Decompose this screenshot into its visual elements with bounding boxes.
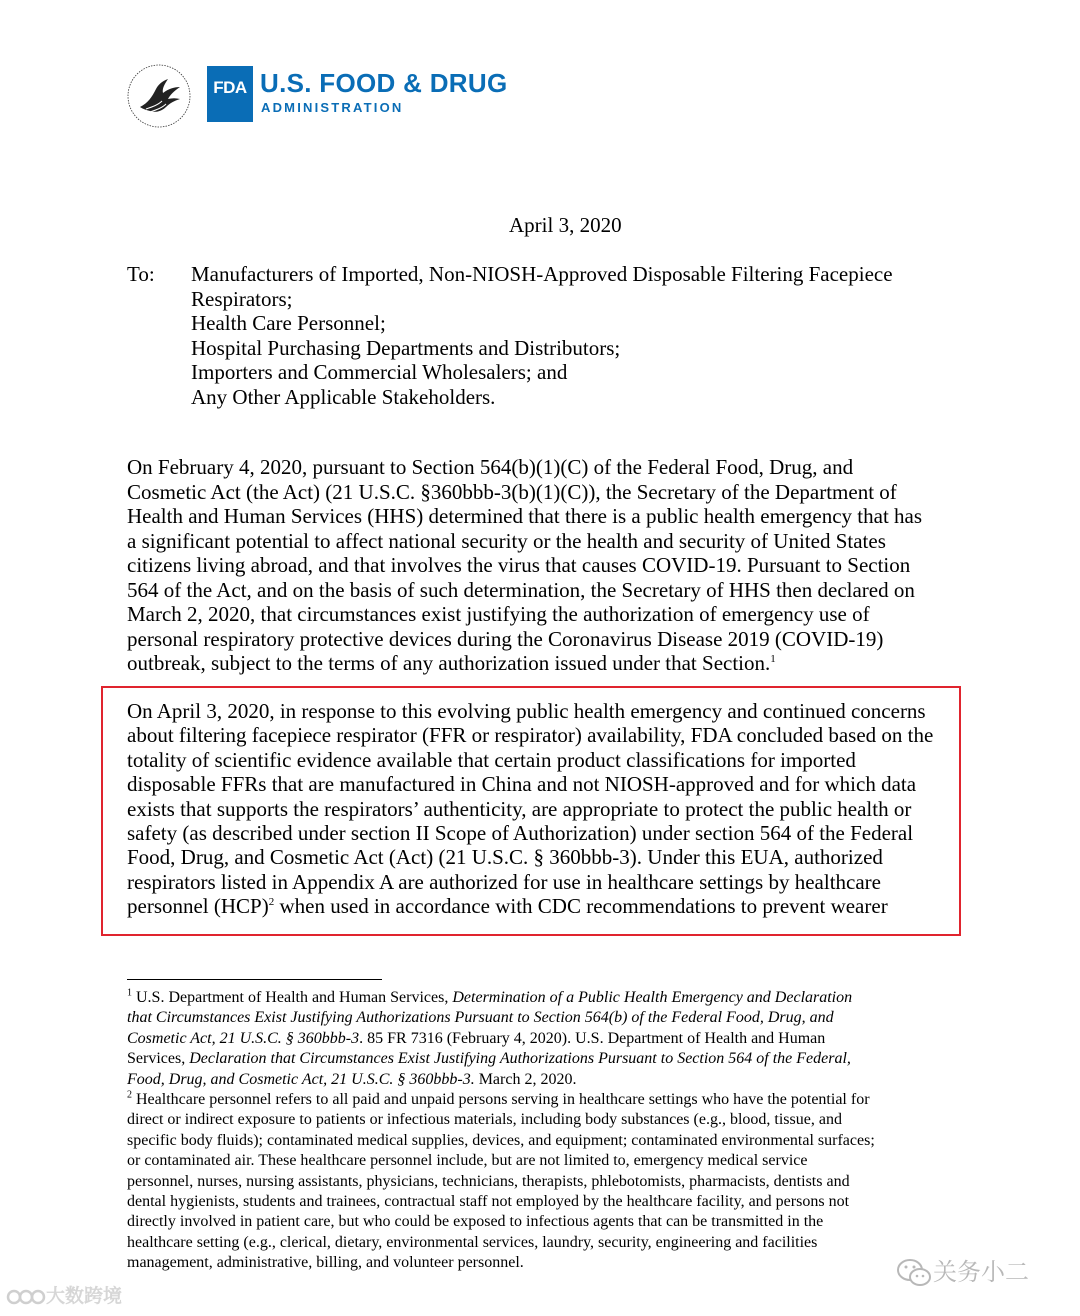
text-line: March 2, 2020, that circumstances exist justifying the authorization of emergency use of <box>127 602 870 626</box>
text-line: citizens living abroad, and that involves the virus that causes COVID-19. Pursuant to Section <box>127 553 911 577</box>
paragraph-highlighted <box>127 699 957 919</box>
wechat-icon <box>895 1257 933 1289</box>
text-line: personal respiratory protective devices during the Coronavirus Disease 2019 (COVID-19) <box>127 626 884 651</box>
agency-name: U.S. FOOD & DRUG <box>260 68 508 98</box>
footnote-2-line: personnel, nurses, nursing assistants, physicians, technicians, therapists, phlebotomists, pharmacists, dentists and <box>127 1172 850 1190</box>
text-line: disposable FFRs that are manufactured in China and not NIOSH-approved and for which data <box>127 772 917 797</box>
text-fragment: March 2, 2020. <box>474 1070 577 1088</box>
fda-logo-box <box>207 66 253 122</box>
text-line: Cosmetic Act (the Act) (21 U.S.C. §360bbb-3(b)(1)(C)), the Secretary of the Department of <box>127 479 897 504</box>
watermark-right <box>895 1252 1029 1289</box>
recipient-line: Importers and Commercial Wholesalers; and <box>191 360 568 385</box>
footnote-1-line <box>127 1008 967 1028</box>
text-fragment: Healthcare personnel refers to all paid and unpaid persons serving in healthcare settings who have the potential for <box>132 1091 870 1109</box>
text-fragment: Determination of a Public Health Emergency and Declaration <box>452 989 853 1006</box>
fda-logo-text: FDA <box>213 78 247 97</box>
footnote-number: 2 <box>127 1089 132 1101</box>
recipient-line: Health Care Personnel; <box>191 311 386 336</box>
text-fragment: Services, <box>127 1050 190 1068</box>
text-fragment: that Circumstances Exist Justifying Authorizations Pursuant to Section 564(b) of the Federal Food, Drug, and <box>127 1009 834 1027</box>
text-fragment: when used in accordance with CDC recommendations to prevent wearer <box>274 894 888 919</box>
text-line: a significant potential to affect national security or the health and security of United States <box>127 528 886 553</box>
footnote-divider <box>127 979 382 980</box>
footnote-1-line <box>127 988 967 1008</box>
text-line: safety (as described under section II Scope of Authorization) under section 564 of the Federal <box>127 821 914 846</box>
recipient-line: Respirators; <box>191 286 293 311</box>
footnote-2-line: specific body fluids); contaminated medical supplies, devices, and equipment; contaminated environmental surfaces; <box>127 1131 875 1149</box>
footnote-2-line <box>127 1090 967 1110</box>
footnote-ref-1[interactable]: 1 <box>770 653 776 665</box>
text-line <box>127 894 957 918</box>
text-fragment: U.S. Department of Health and Human Services, <box>132 989 453 1006</box>
text-line: On April 3, 2020, in response to this evolving public health emergency and continued concerns <box>127 699 926 723</box>
text-fragment: . 85 FR 7316 (February 4, 2020). U.S. Department of Health and Human <box>359 1029 826 1047</box>
text-fragment: Declaration that Circumstances Exist Justifying Authorizations Pursuant to Section 564 of the Federal, <box>189 1050 851 1068</box>
hhs-seal-logo <box>126 63 192 129</box>
text-line: exists that supports the respirators’ authenticity, are appropriate to protect the public health or <box>127 796 912 821</box>
watermark-left <box>6 1281 122 1308</box>
footnotes <box>127 988 967 1274</box>
footnote-1-line <box>127 1029 967 1049</box>
text-line: Health and Human Services (HHS) determined that there is a public health emergency that has <box>127 504 923 528</box>
footnote-2-line: management, administrative, billing, and volunteer personnel. <box>127 1254 524 1272</box>
recipient-line: Any Other Applicable Stakeholders. <box>191 384 496 409</box>
watermark-logo-icon <box>6 1287 46 1307</box>
text-fragment: Food, Drug, and Cosmetic Act, 21 U.S.C. § 360bbb-3. <box>127 1070 475 1088</box>
footnote-1-line <box>127 1070 967 1090</box>
text-line: Food, Drug, and Cosmetic Act (Act) (21 U.S.C. § 360bbb-3). Under this EUA, authorized <box>127 845 883 870</box>
footnote-2-line: dental hygienists, students and trainees, contractual staff not employed by the healthcare facility, and persons not <box>127 1193 850 1211</box>
recipient-line: Manufacturers of Imported, Non-NIOSH-Approved Disposable Filtering Facepiece <box>191 262 893 286</box>
text-fragment: personnel (HCP) <box>127 894 269 919</box>
text-fragment: Cosmetic Act, 21 U.S.C. § 360bbb-3 <box>127 1029 360 1047</box>
recipient-line: Hospital Purchasing Departments and Distributors; <box>191 335 621 360</box>
text-line: respirators listed in Appendix A are authorized for use in healthcare settings by healthcare <box>127 869 882 894</box>
letter-date: April 3, 2020 <box>509 213 622 237</box>
footnote-2-line: directly involved in patient care, but who could be exposed to infectious agents that can be transmitted in the <box>127 1213 824 1231</box>
text-line: 564 of the Act, and on the basis of such determination, the Secretary of HHS then declared on <box>127 577 915 602</box>
to-label: To: <box>127 262 155 286</box>
paragraph-background <box>127 455 957 676</box>
text-fragment: outbreak, subject to the terms of any authorization issued under that Section. <box>127 651 771 675</box>
footnote-2-line: healthcare setting (e.g., clerical, dietary, environmental services, laundry, security, engineering and facilities <box>127 1233 818 1251</box>
recipient-list <box>191 262 951 410</box>
text-line: about filtering facepiece respirator (FFR or respirator) availability, FDA concluded based on the <box>127 723 934 748</box>
text-line: On February 4, 2020, pursuant to Section 564(b)(1)(C) of the Federal Food, Drug, and <box>127 455 854 479</box>
watermark-right-text: 关务小二 <box>933 1258 1029 1286</box>
watermark-left-text: 大数跨境 <box>46 1285 123 1307</box>
footnote-number: 1 <box>127 987 132 999</box>
footnote-2-line: direct or indirect exposure to patients or infectious materials, including body substances (e.g., blood, tissue, and <box>127 1111 842 1129</box>
text-line <box>127 651 957 676</box>
footnote-ref-2[interactable]: 2 <box>268 896 275 909</box>
footnote-2-line: or contaminated air. These healthcare personnel include, but are not limited to, emergency medical service <box>127 1152 808 1170</box>
agency-subname: ADMINISTRATION <box>261 100 404 115</box>
footnote-1-line <box>127 1049 967 1069</box>
text-line: totality of scientific evidence available that certain product classifications for imported <box>127 747 856 772</box>
